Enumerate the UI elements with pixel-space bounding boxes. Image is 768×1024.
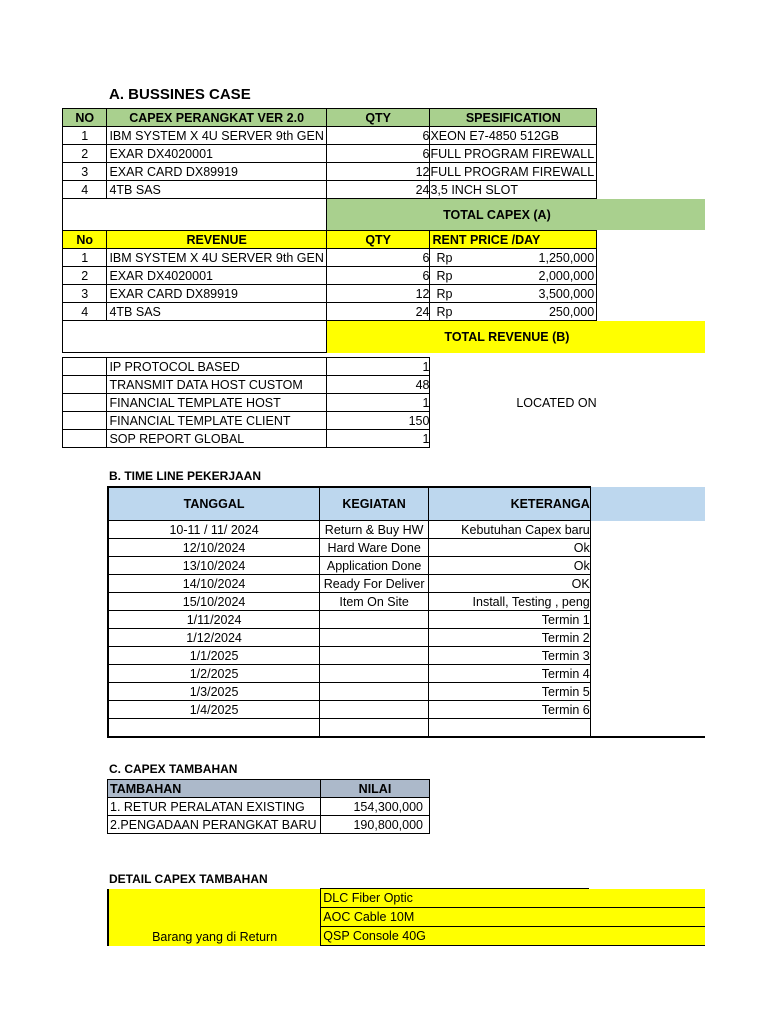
- item-name: EXAR CARD DX89919: [107, 163, 326, 181]
- rent-price: [432, 250, 594, 266]
- revenue-row: [63, 285, 706, 303]
- item-qty: 12: [326, 163, 430, 181]
- column-header: SPESIFICATION: [430, 109, 597, 127]
- detail-capex-table: [107, 888, 705, 946]
- item-spec: FULL PROGRAM FIREWALL: [430, 145, 597, 163]
- timeline-date: 1/1/2025: [108, 647, 320, 665]
- service-name: FINANCIAL TEMPLATE CLIENT: [107, 412, 326, 430]
- empty-cell: [63, 199, 327, 231]
- revenue-row: [63, 249, 706, 267]
- rent-price: [432, 268, 594, 284]
- timeline-activity: [320, 647, 429, 665]
- empty-cell: [590, 665, 705, 683]
- empty-cell: [63, 376, 107, 394]
- row-number: 4: [63, 303, 107, 321]
- total-revenue-row: [63, 321, 706, 353]
- empty-cell: [590, 539, 705, 557]
- rent-price: [432, 304, 594, 320]
- item-spec: 3,5 INCH SLOT: [430, 181, 597, 199]
- timeline-row: [108, 719, 705, 738]
- service-row: [63, 358, 706, 376]
- timeline-table-wrapper: [107, 486, 705, 745]
- service-qty: 1: [326, 430, 430, 448]
- service-name: FINANCIAL TEMPLATE HOST: [107, 394, 326, 412]
- empty-cell: [590, 575, 705, 593]
- capex-tambahan-row: [108, 798, 430, 816]
- timeline-row: [108, 539, 705, 557]
- empty-cell: [597, 145, 705, 163]
- item-qty: 6: [326, 267, 430, 285]
- empty-cell: [597, 285, 705, 303]
- timeline-note: Termin 5: [429, 683, 591, 701]
- rent-price: [432, 286, 594, 302]
- empty-cell: [63, 412, 107, 430]
- row-number: 4: [63, 181, 107, 199]
- empty-cell: [597, 231, 705, 249]
- timeline-row: [108, 701, 705, 719]
- price-value: 1,250,000: [538, 250, 595, 265]
- rent-price-cell: [430, 303, 597, 321]
- item-name: EXAR DX4020001: [107, 145, 326, 163]
- item-name: IBM SYSTEM X 4U SERVER 9th GEN: [107, 127, 326, 145]
- returned-item: DLC Fiber Optic: [321, 889, 590, 908]
- empty-cell: [63, 394, 107, 412]
- price-value: 250,000: [548, 304, 595, 319]
- timeline-row: [108, 557, 705, 575]
- capex-header-row: [63, 109, 706, 127]
- empty-cell: [63, 321, 327, 353]
- empty-cell: [590, 487, 705, 521]
- empty-cell: [63, 358, 107, 376]
- column-header: KETERANGA: [429, 487, 591, 521]
- empty-cell: [597, 249, 705, 267]
- timeline-note: Termin 3: [429, 647, 591, 665]
- row-number: 2: [63, 267, 107, 285]
- item-qty: 6: [326, 145, 430, 163]
- timeline-note: Ok: [429, 557, 591, 575]
- timeline-note: Kebutuhan Capex baru: [429, 521, 591, 539]
- timeline-note: Ok: [429, 539, 591, 557]
- timeline-date: 13/10/2024: [108, 557, 320, 575]
- column-header: CAPEX PERANGKAT VER 2.0: [107, 109, 326, 127]
- item-name: EXAR DX4020001: [107, 267, 326, 285]
- empty-cell: [590, 593, 705, 611]
- service-qty: 1: [326, 358, 430, 376]
- timeline-row: [108, 683, 705, 701]
- timeline-activity: Hard Ware Done: [320, 539, 429, 557]
- capex-row: [63, 145, 706, 163]
- timeline-row: [108, 665, 705, 683]
- currency: Rp: [436, 250, 453, 265]
- total-capex-row: [63, 199, 706, 231]
- timeline-activity: [320, 701, 429, 719]
- item-qty: 6: [326, 127, 430, 145]
- detail-capex-row: [108, 889, 705, 908]
- capex-row: [63, 181, 706, 199]
- returned-item: QSP Console 40G: [321, 927, 590, 946]
- empty-cell: [590, 557, 705, 575]
- empty-cell: [597, 127, 705, 145]
- service-name: TRANSMIT DATA HOST CUSTOM: [107, 376, 326, 394]
- revenue-row: [63, 267, 706, 285]
- item-qty: 6: [326, 249, 430, 267]
- timeline-activity: Item On Site: [320, 593, 429, 611]
- timeline-row: [108, 647, 705, 665]
- timeline-row: [108, 611, 705, 629]
- currency: Rp: [436, 286, 453, 301]
- currency: Rp: [436, 304, 453, 319]
- business-case-table: [62, 108, 705, 448]
- timeline-activity: Application Done: [320, 557, 429, 575]
- timeline-date: 12/10/2024: [108, 539, 320, 557]
- row-number: 3: [63, 285, 107, 303]
- column-header: NO: [63, 109, 107, 127]
- column-header: QTY: [326, 109, 430, 127]
- item-qty: 24: [326, 303, 430, 321]
- rent-price-cell: [430, 285, 597, 303]
- timeline-date: 10-11 / 11/ 2024: [108, 521, 320, 539]
- column-header: KEGIATAN: [320, 487, 429, 521]
- capex-tambahan-header-row: [108, 780, 430, 798]
- empty-cell: [597, 358, 705, 448]
- empty-cell: [589, 927, 705, 946]
- timeline-note: Termin 6: [429, 701, 591, 719]
- item-name: 4TB SAS: [107, 303, 326, 321]
- service-name: SOP REPORT GLOBAL: [107, 430, 326, 448]
- business-case-table-wrapper: [62, 108, 705, 453]
- item-qty: 24: [326, 181, 430, 199]
- rent-price-cell: [430, 249, 597, 267]
- item-spec: XEON E7-4850 512GB: [430, 127, 597, 145]
- timeline-date: 1/2/2025: [108, 665, 320, 683]
- empty-cell: [590, 629, 705, 647]
- tambahan-label: 1. RETUR PERALATAN EXISTING: [108, 798, 321, 816]
- service-qty: 1: [326, 394, 430, 412]
- empty-cell: [597, 267, 705, 285]
- row-number: 1: [63, 127, 107, 145]
- revenue-header-row: [63, 231, 706, 249]
- empty-cell: [590, 701, 705, 719]
- timeline-activity: [320, 611, 429, 629]
- total-capex-label: TOTAL CAPEX (A): [326, 199, 705, 231]
- item-name: 4TB SAS: [107, 181, 326, 199]
- timeline-activity: Return & Buy HW: [320, 521, 429, 539]
- column-header: TAMBAHAN: [108, 780, 321, 798]
- column-header: QTY: [326, 231, 430, 249]
- capex-tambahan-row: [108, 816, 430, 834]
- timeline-header-row: [108, 487, 705, 521]
- rent-price-cell: [430, 267, 597, 285]
- item-spec: FULL PROGRAM FIREWALL: [430, 163, 597, 181]
- timeline-date: 1/4/2025: [108, 701, 320, 719]
- timeline-note: Termin 2: [429, 629, 591, 647]
- empty-cell: [597, 163, 705, 181]
- timeline-note: OK: [429, 575, 591, 593]
- row-number: 1: [63, 249, 107, 267]
- timeline-date: 1/12/2024: [108, 629, 320, 647]
- timeline-note: Install, Testing , peng: [429, 593, 591, 611]
- total-revenue-label: TOTAL REVENUE (B): [326, 321, 705, 353]
- tambahan-value: 190,800,000: [321, 816, 430, 834]
- empty-cell: [597, 303, 705, 321]
- tambahan-value: 154,300,000: [321, 798, 430, 816]
- empty-cell: [597, 181, 705, 199]
- section-c-title: C. CAPEX TAMBAHAN: [109, 762, 238, 776]
- item-name: IBM SYSTEM X 4U SERVER 9th GEN: [107, 249, 326, 267]
- capex-row: [63, 127, 706, 145]
- column-header: REVENUE: [107, 231, 326, 249]
- timeline-date: 15/10/2024: [108, 593, 320, 611]
- located-text: LOCATED ON: [430, 358, 597, 448]
- capex-tambahan-table: [107, 779, 430, 834]
- column-header: RENT PRICE /DAY: [430, 231, 597, 249]
- timeline-table: [107, 486, 705, 738]
- capex-row: [63, 163, 706, 181]
- service-qty: 48: [326, 376, 430, 394]
- empty-cell: [589, 908, 705, 927]
- item-qty: 12: [326, 285, 430, 303]
- revenue-row: [63, 303, 706, 321]
- timeline-row: [108, 629, 705, 647]
- item-name: EXAR CARD DX89919: [107, 285, 326, 303]
- timeline-date: 14/10/2024: [108, 575, 320, 593]
- timeline-activity: [320, 629, 429, 647]
- column-header: TANGGAL: [108, 487, 320, 521]
- empty-cell: [597, 109, 705, 127]
- empty-cell: [589, 889, 705, 908]
- row-number: 2: [63, 145, 107, 163]
- group-label: Barang yang di Return: [108, 889, 321, 946]
- currency: Rp: [436, 268, 453, 283]
- timeline-note: [429, 719, 591, 738]
- timeline-date: [108, 719, 320, 738]
- empty-cell: [590, 611, 705, 629]
- timeline-note: Termin 1: [429, 611, 591, 629]
- timeline-activity: [320, 719, 429, 738]
- section-b-title: B. TIME LINE PEKERJAAN: [109, 469, 262, 483]
- column-header: NILAI: [321, 780, 430, 798]
- detail-capex-table-wrapper: [107, 888, 705, 946]
- section-d-title: DETAIL CAPEX TAMBAHAN: [109, 872, 268, 886]
- timeline-date: 1/3/2025: [108, 683, 320, 701]
- timeline-activity: [320, 665, 429, 683]
- empty-cell: [63, 430, 107, 448]
- capex-tambahan-table-wrapper: [107, 779, 431, 836]
- column-header: No: [63, 231, 107, 249]
- row-number: 3: [63, 163, 107, 181]
- timeline-row: [108, 593, 705, 611]
- tambahan-label: 2.PENGADAAN PERANGKAT BARU: [108, 816, 321, 834]
- price-value: 2,000,000: [538, 268, 595, 283]
- empty-cell: [590, 647, 705, 665]
- returned-item: AOC Cable 10M: [321, 908, 590, 927]
- timeline-row: [108, 521, 705, 539]
- timeline-activity: [320, 683, 429, 701]
- price-value: 3,500,000: [538, 286, 595, 301]
- service-name: IP PROTOCOL BASED: [107, 358, 326, 376]
- section-a-title: A. BUSSINES CASE: [109, 86, 251, 103]
- timeline-row: [108, 575, 705, 593]
- timeline-note: Termin 4: [429, 665, 591, 683]
- empty-cell: [590, 719, 705, 738]
- empty-cell: [590, 521, 705, 539]
- timeline-activity: Ready For Deliver: [320, 575, 429, 593]
- timeline-date: 1/11/2024: [108, 611, 320, 629]
- empty-cell: [590, 683, 705, 701]
- service-qty: 150: [326, 412, 430, 430]
